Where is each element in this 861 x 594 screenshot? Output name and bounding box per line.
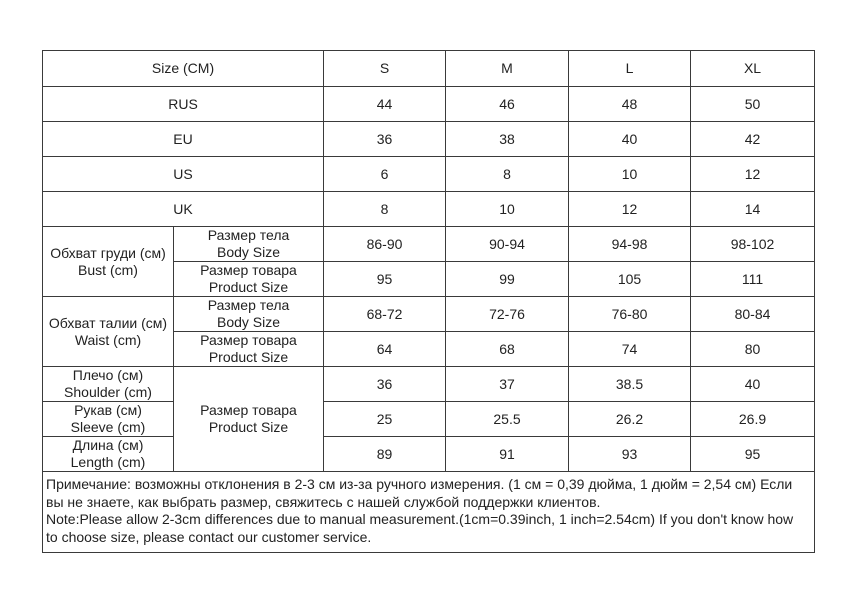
length-label: [43, 437, 174, 472]
length-label-ru: Длина (см): [72, 437, 144, 453]
table-cell: 40: [691, 367, 815, 402]
table-cell: 26.2: [569, 402, 691, 437]
product-size-group-label: [174, 367, 324, 472]
note-en-line-2: to choose size, please contact our customer service.: [46, 528, 372, 545]
table-cell: 6: [324, 157, 446, 192]
table-cell: 8: [324, 192, 446, 227]
table-cell: 111: [691, 262, 815, 297]
size-cm-header: Size (CM): [43, 51, 324, 87]
table-cell: 14: [691, 192, 815, 227]
table-cell: 36: [324, 122, 446, 157]
bust-label: [43, 227, 174, 297]
table-cell: 91: [446, 437, 569, 472]
table-cell: 80-84: [691, 297, 815, 332]
size-s-header: S: [324, 51, 446, 87]
header-row: [43, 51, 815, 87]
rus-row: [43, 87, 815, 122]
table-cell: 105: [569, 262, 691, 297]
table-cell: 25: [324, 402, 446, 437]
table-cell: 94-98: [569, 227, 691, 262]
waist-body-row: [43, 297, 815, 332]
sleeve-label-en: Sleeve (cm): [70, 419, 146, 435]
shoulder-label-en: Shoulder (cm): [64, 384, 152, 400]
bust-body-row: [43, 227, 815, 262]
table-cell: 64: [324, 332, 446, 367]
table-cell: 80: [691, 332, 815, 367]
table-cell: 10: [446, 192, 569, 227]
shoulder-row: [43, 367, 815, 402]
table-cell: 12: [569, 192, 691, 227]
table-cell: 86-90: [324, 227, 446, 262]
table-cell: 68-72: [324, 297, 446, 332]
table-cell: 99: [446, 262, 569, 297]
table-cell: 42: [691, 122, 815, 157]
waist-label-ru: Обхват талии (см): [48, 314, 168, 331]
table-cell: 38: [446, 122, 569, 157]
product-size-label: [174, 332, 324, 367]
table-cell: 10: [569, 157, 691, 192]
size-xl-header: XL: [691, 51, 815, 87]
table-cell: 48: [569, 87, 691, 122]
bust-label-ru: Обхват груди (см): [50, 244, 166, 261]
us-label: US: [43, 157, 324, 192]
size-m-header: M: [446, 51, 569, 87]
table-cell: 44: [324, 87, 446, 122]
shoulder-label-ru: Плечо (см): [72, 367, 144, 383]
rus-label: RUS: [43, 87, 324, 122]
table-cell: 90-94: [446, 227, 569, 262]
eu-label: EU: [43, 122, 324, 157]
table-cell: 93: [569, 437, 691, 472]
uk-label: UK: [43, 192, 324, 227]
product-size-label: [174, 262, 324, 297]
note-row: [43, 472, 815, 553]
table-cell: 38.5: [569, 367, 691, 402]
eu-row: [43, 122, 815, 157]
table-cell: 25.5: [446, 402, 569, 437]
body-size-en: Body Size: [216, 244, 281, 260]
product-size-en: Product Size: [208, 279, 289, 295]
shoulder-label: [43, 367, 174, 402]
body-size-ru: Размер тела: [207, 227, 290, 243]
waist-label: [43, 297, 174, 367]
sleeve-label: [43, 402, 174, 437]
table-cell: 68: [446, 332, 569, 367]
sleeve-label-ru: Рукав (см): [74, 402, 142, 418]
table-cell: 95: [324, 262, 446, 297]
table-cell: 76-80: [569, 297, 691, 332]
table-cell: 74: [569, 332, 691, 367]
uk-row: [43, 192, 815, 227]
product-size-ru: Размер товара: [200, 332, 297, 348]
product-size-en: Product Size: [208, 349, 289, 365]
table-cell: 37: [446, 367, 569, 402]
table-cell: 12: [691, 157, 815, 192]
measurement-note: [43, 472, 815, 553]
note-en-line-1: Note:Please allow 2-3cm differences due to manual measurement.(1cm=0.39inch, 1 inch=2.54cm) If you don't know how: [46, 511, 794, 527]
sleeve-row: [43, 402, 815, 437]
table-cell: 50: [691, 87, 815, 122]
table-cell: 26.9: [691, 402, 815, 437]
bust-label-en: Bust (cm): [78, 261, 138, 278]
length-label-en: Length (cm): [70, 454, 146, 470]
body-size-en: Body Size: [216, 314, 281, 330]
table-cell: 36: [324, 367, 446, 402]
body-size-label: [174, 227, 324, 262]
table-cell: 95: [691, 437, 815, 472]
table-cell: 40: [569, 122, 691, 157]
table-cell: 89: [324, 437, 446, 472]
table-cell: 98-102: [691, 227, 815, 262]
length-row: [43, 437, 815, 472]
body-size-ru: Размер тела: [207, 297, 290, 313]
waist-label-en: Waist (cm): [74, 331, 142, 348]
product-size-en: Product Size: [208, 419, 289, 435]
body-size-label: [174, 297, 324, 332]
note-ru-line-2: вы не знаете, как выбрать размер, свяжитесь с нашей службой поддержки клиентов.: [46, 493, 601, 510]
product-size-ru: Размер товара: [200, 402, 297, 418]
us-row: [43, 157, 815, 192]
size-chart-table: [42, 50, 815, 553]
table-cell: 8: [446, 157, 569, 192]
size-l-header: L: [569, 51, 691, 87]
table-cell: 46: [446, 87, 569, 122]
product-size-ru: Размер товара: [200, 262, 297, 278]
note-ru-line-1: Примечание: возможны отклонения в 2-3 см из-за ручного измерения. (1 см = 0,39 дюйма, 1 дюйм = 2,54 см) Если: [46, 476, 793, 492]
table-cell: 72-76: [446, 297, 569, 332]
